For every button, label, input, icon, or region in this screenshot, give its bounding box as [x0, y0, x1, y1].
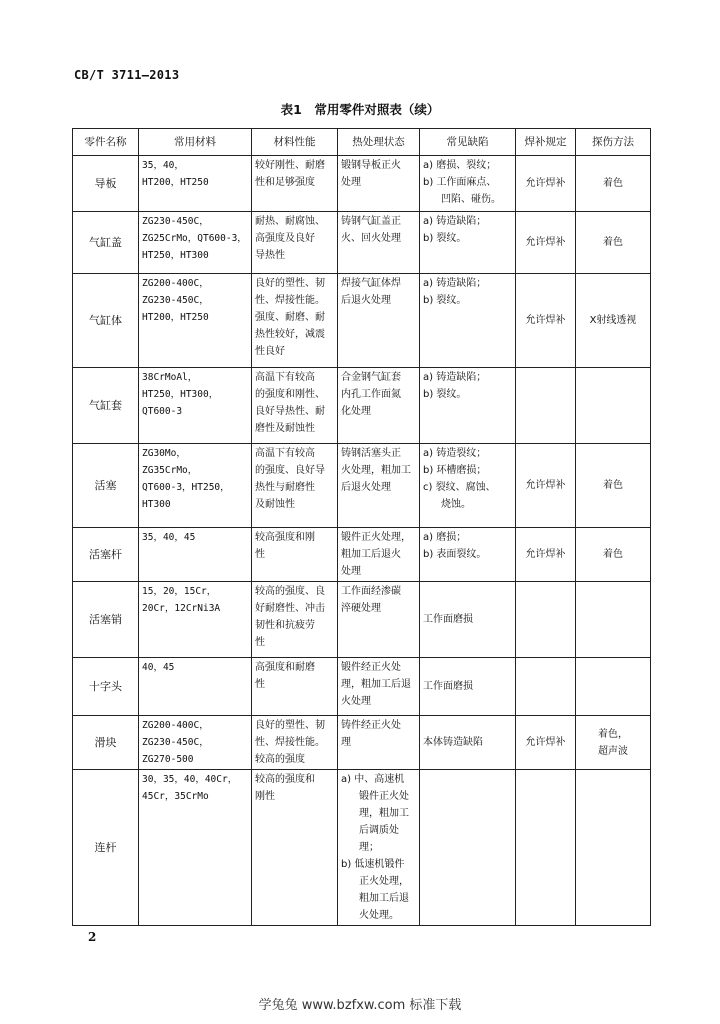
heat-treatment-cell	[338, 444, 420, 528]
heat-line: 后退火处理	[341, 295, 391, 306]
properties-cell	[252, 274, 338, 368]
defects-line: a) 磨损；	[423, 532, 467, 543]
heat-line: 粗加工后退	[359, 893, 409, 904]
heat-line: 处理	[341, 566, 361, 577]
defects-line: a) 铸造裂纹；	[423, 448, 487, 459]
heat-line: 内孔工作面氮	[341, 389, 401, 400]
weld-rule-cell: 允许焊补	[516, 156, 576, 212]
defects-line: a) 铸造缺陷；	[423, 278, 487, 289]
heat-line: 粗加工后退火	[341, 549, 401, 560]
materials-line: ZG200-400C，	[142, 720, 209, 731]
defects-line: 烧蚀。	[441, 499, 471, 510]
heat-line: 火处理，粗加工	[341, 465, 411, 476]
defects-cell	[420, 156, 516, 212]
defects-line: b) 裂纹。	[423, 295, 467, 306]
materials-line: HT250，HT300，	[142, 389, 219, 400]
table-row	[73, 212, 651, 274]
properties-line: 刚性	[255, 791, 275, 802]
properties-line: 较好刚性、耐磨	[255, 160, 325, 171]
inspection-cell: 着色	[576, 528, 651, 582]
heat-line: 合金钢气缸套	[341, 372, 401, 383]
weld-rule-cell	[516, 770, 576, 926]
heat-line: 火处理。	[359, 910, 399, 921]
materials-cell	[139, 274, 252, 368]
heat-treatment-cell	[338, 528, 420, 582]
defects-cell	[420, 658, 516, 716]
materials-cell	[139, 716, 252, 770]
defects-cell	[420, 770, 516, 926]
properties-line: 性	[255, 637, 265, 648]
materials-line: 30，35，40，40Cr，	[142, 774, 238, 785]
heat-treatment-cell	[338, 658, 420, 716]
materials-line: HT300	[142, 499, 171, 510]
properties-line: 及耐蚀性	[255, 499, 295, 510]
materials-cell	[139, 582, 252, 658]
table-row	[73, 770, 651, 926]
heat-line: 锻件正火处理，	[341, 532, 411, 543]
properties-line: 较高强度和刚	[255, 532, 315, 543]
col-header-materials: 常用材料	[139, 129, 252, 156]
part-name-cell: 气缸盖	[73, 212, 139, 274]
table-row	[73, 716, 651, 770]
defects-line: 本体铸造缺陷	[423, 737, 483, 748]
inspection-cell: X射线透视	[576, 274, 651, 368]
col-header-part-name: 零件名称	[73, 129, 139, 156]
part-name-cell: 活塞	[73, 444, 139, 528]
properties-line: 热性较好，减震	[255, 329, 325, 340]
materials-line: 35，40，	[142, 160, 184, 171]
weld-rule-cell: 允许焊补	[516, 528, 576, 582]
table-row	[73, 368, 651, 444]
properties-cell	[252, 444, 338, 528]
part-name-cell: 连杆	[73, 770, 139, 926]
part-name-cell: 导板	[73, 156, 139, 212]
properties-line: 磨性及耐蚀性	[255, 423, 315, 434]
properties-line: 高强度和耐磨	[255, 662, 315, 673]
properties-cell	[252, 212, 338, 274]
materials-cell	[139, 368, 252, 444]
properties-cell	[252, 658, 338, 716]
heat-line: 理；	[359, 842, 379, 853]
properties-line: 的强度、良好导	[255, 465, 325, 476]
heat-treatment-cell	[338, 274, 420, 368]
heat-line: 处理	[341, 177, 361, 188]
materials-line: ZG230-450C，	[142, 216, 209, 227]
weld-rule-cell	[516, 582, 576, 658]
materials-line: QT600-3，HT250，	[142, 482, 230, 493]
materials-cell	[139, 212, 252, 274]
table-row	[73, 156, 651, 212]
weld-rule-cell	[516, 658, 576, 716]
table-row	[73, 582, 651, 658]
weld-rule-cell: 允许焊补	[516, 274, 576, 368]
properties-cell	[252, 716, 338, 770]
table-title: 表1 常用零件对照表（续）	[280, 102, 440, 117]
properties-line: 良好的塑性、韧	[255, 278, 325, 289]
properties-line: 良好的塑性、韧	[255, 720, 325, 731]
properties-cell	[252, 582, 338, 658]
defects-cell	[420, 274, 516, 368]
inspection-cell: 着色， 超声波	[576, 716, 651, 770]
heat-treatment-cell	[338, 212, 420, 274]
properties-line: 性、焊接性能。	[255, 295, 325, 306]
part-name-cell: 气缸套	[73, 368, 139, 444]
page-number: 2	[88, 930, 97, 944]
heat-line: 工作面经渗碳	[341, 586, 401, 597]
materials-line: ZG30Mo，	[142, 448, 186, 459]
materials-cell	[139, 156, 252, 212]
properties-line: 的强度和刚性、	[255, 389, 325, 400]
materials-line: 38CrMoAl，	[142, 372, 198, 383]
materials-line: 40，45	[142, 662, 175, 673]
properties-line: 较高的强度和	[255, 774, 315, 785]
properties-line: 强度、耐磨、耐	[255, 312, 325, 323]
materials-cell	[139, 444, 252, 528]
properties-cell	[252, 156, 338, 212]
inspection-cell	[576, 770, 651, 926]
heat-line: 铸钢活塞头正	[341, 448, 401, 459]
properties-line: 导热性	[255, 250, 285, 261]
inspection-cell	[576, 658, 651, 716]
materials-cell	[139, 658, 252, 716]
properties-cell	[252, 770, 338, 926]
properties-cell	[252, 368, 338, 444]
heat-treatment-cell	[338, 582, 420, 658]
properties-line: 性	[255, 549, 265, 560]
heat-treatment-cell	[338, 368, 420, 444]
part-name-cell: 活塞杆	[73, 528, 139, 582]
properties-line: 性、焊接性能。	[255, 737, 325, 748]
properties-line: 好耐磨性、冲击	[255, 603, 325, 614]
defects-line: b) 环槽磨损；	[423, 465, 487, 476]
defects-line: 工作面磨损	[423, 681, 473, 692]
heat-treatment-cell	[338, 716, 420, 770]
defects-cell	[420, 212, 516, 274]
col-header-heat-treatment: 热处理状态	[338, 129, 420, 156]
table-header-row	[73, 129, 651, 156]
properties-line: 性	[255, 679, 265, 690]
part-name-cell: 活塞销	[73, 582, 139, 658]
table-row	[73, 274, 651, 368]
materials-line: ZG25CrMo，QT600-3，	[142, 233, 247, 244]
materials-line: 45Cr，35CrMo	[142, 791, 209, 802]
properties-line: 韧性和抗疲劳	[255, 620, 315, 631]
inspection-cell	[576, 582, 651, 658]
defects-line: b) 裂纹。	[423, 389, 467, 400]
materials-cell	[139, 528, 252, 582]
materials-line: HT250，HT300	[142, 250, 209, 261]
defects-line: b) 裂纹。	[423, 233, 467, 244]
part-name-cell: 气缸体	[73, 274, 139, 368]
heat-line: 理	[341, 737, 351, 748]
heat-line: 理，粗加工	[359, 808, 409, 819]
properties-line: 良好导热性、耐	[255, 406, 325, 417]
parts-table	[72, 128, 651, 926]
weld-rule-cell: 允许焊补	[516, 444, 576, 528]
heat-line: 锻件正火处	[359, 791, 409, 802]
defects-line: b) 工作面麻点、	[423, 177, 497, 188]
properties-line: 耐热、耐腐蚀、	[255, 216, 325, 227]
defects-line: a) 铸造缺陷；	[423, 216, 487, 227]
defects-cell	[420, 528, 516, 582]
materials-line: 35，40，45	[142, 532, 196, 543]
materials-line: HT200，HT250	[142, 312, 209, 323]
materials-line: ZG270-500	[142, 754, 194, 765]
defects-line: a) 铸造缺陷；	[423, 372, 487, 383]
properties-line: 较高的强度、良	[255, 586, 325, 597]
inspection-cell: 着色	[576, 444, 651, 528]
defects-line: a) 磨损、裂纹；	[423, 160, 497, 171]
footer-watermark: 学兔兔 www.bzfxw.com 标准下载	[258, 998, 462, 1013]
part-name-cell: 滑块	[73, 716, 139, 770]
inspection-cell: 着色	[576, 212, 651, 274]
heat-line: 后退火处理	[341, 482, 391, 493]
heat-line: b) 低速机锻件	[341, 859, 405, 870]
properties-line: 高温下有较高	[255, 372, 315, 383]
materials-line: 20Cr，12CrNi3A	[142, 603, 221, 614]
properties-cell	[252, 528, 338, 582]
properties-line: 性和足够强度	[255, 177, 315, 188]
standard-code: CB/T 3711—2013	[74, 68, 180, 82]
weld-rule-cell: 允许焊补	[516, 212, 576, 274]
part-name-cell: 十字头	[73, 658, 139, 716]
weld-rule-cell: 允许焊补	[516, 716, 576, 770]
heat-line: 火、回火处理	[341, 233, 401, 244]
properties-line: 较高的强度	[255, 754, 305, 765]
materials-line: ZG35CrMo，	[142, 465, 198, 476]
defects-cell	[420, 368, 516, 444]
heat-line: 铸钢气缸盖正	[341, 216, 401, 227]
weld-rule-cell	[516, 368, 576, 444]
heat-line: a) 中、高速机	[341, 774, 405, 785]
heat-line: 正火处理，	[359, 876, 409, 887]
properties-line: 高强度及良好	[255, 233, 315, 244]
properties-line: 性良好	[255, 346, 285, 357]
table-row	[73, 658, 651, 716]
defects-line: c) 裂纹、腐蚀、	[423, 482, 496, 493]
materials-cell	[139, 770, 252, 926]
materials-line: 15，20，15Cr，	[142, 586, 217, 597]
col-header-weld-rule: 焊补规定	[516, 129, 576, 156]
heat-treatment-cell	[338, 156, 420, 212]
defects-cell	[420, 444, 516, 528]
materials-line: HT200，HT250	[142, 177, 209, 188]
heat-line: 锻件经正火处	[341, 662, 401, 673]
col-header-inspection: 探伤方法	[576, 129, 651, 156]
heat-line: 淬硬处理	[341, 603, 381, 614]
defects-line: b) 表面裂纹。	[423, 549, 487, 560]
materials-line: ZG230-450C，	[142, 737, 209, 748]
materials-line: ZG230-450C，	[142, 295, 209, 306]
materials-line: QT600-3	[142, 406, 183, 417]
heat-line: 焊接气缸体焊	[341, 278, 401, 289]
materials-line: ZG200-400C，	[142, 278, 209, 289]
table-row	[73, 528, 651, 582]
heat-treatment-cell	[338, 770, 420, 926]
col-header-defects: 常见缺陷	[420, 129, 516, 156]
heat-line: 理，粗加工后退	[341, 679, 411, 690]
table-row	[73, 444, 651, 528]
defects-line: 凹陷、碰伤。	[441, 194, 501, 205]
defects-cell	[420, 716, 516, 770]
defects-cell	[420, 582, 516, 658]
heat-line: 化处理	[341, 406, 371, 417]
defects-line: 工作面磨损	[423, 614, 473, 625]
col-header-properties: 材料性能	[252, 129, 338, 156]
heat-line: 锻钢导板正火	[341, 160, 401, 171]
inspection-cell: 着色	[576, 156, 651, 212]
heat-line: 火处理	[341, 696, 371, 707]
properties-line: 高温下有较高	[255, 448, 315, 459]
heat-line: 后调质处	[359, 825, 399, 836]
inspection-cell	[576, 368, 651, 444]
heat-line: 铸件经正火处	[341, 720, 401, 731]
properties-line: 热性与耐磨性	[255, 482, 315, 493]
